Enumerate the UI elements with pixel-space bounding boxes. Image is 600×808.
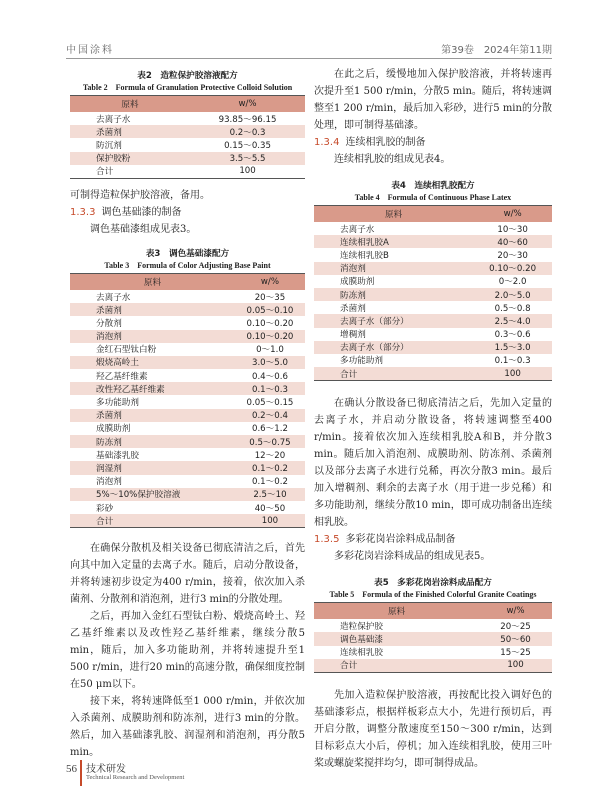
left-paragraph-1: 可制得造粒保护胶溶液，备用。 [70,189,210,201]
mass-fraction-cell: 0.1～0.2 [251,477,288,488]
mass-fraction-cell: 40～50 [254,503,286,514]
material-cell: 合计 [314,659,479,673]
table-row [314,262,552,275]
mass-fraction-cell: 0.3～0.6 [494,330,531,341]
mass-fraction-cell: 0.5～0.8 [494,303,531,314]
table3-title-zh: 表3 调色基础漆配方 [145,248,230,259]
table5-header-wt: w/% [479,603,552,620]
mass-fraction-cell: 0.1～0.2 [235,461,305,474]
table-row [314,222,552,235]
material-cell: 多功能助剂 [340,356,383,367]
mass-fraction-cell: 10～30 [497,224,528,235]
mass-fraction-cell: 50～60 [479,632,552,645]
section-1-3-3-number: 1.3.3 [70,206,96,218]
section-1-3-3-line: 调色基础漆组成见表3。 [90,223,197,235]
table2-header-material: 原料 [70,96,190,113]
table-row [70,356,305,369]
footer-section-subtitle: Technical Research and Development [86,774,185,781]
material-cell: 消泡剂 [314,262,473,275]
material-cell: 多功能助剂 [96,398,139,409]
material-cell: 杀菌剂 [340,303,366,314]
table-row [70,395,305,408]
page-number: 56 [66,763,77,775]
material-cell: 消泡剂 [70,330,235,343]
section-1-3-4-line: 连续相乳胶的组成见表4。 [334,154,451,165]
mass-fraction-cell: 0.10～0.20 [246,318,294,329]
table2-title-zh: 表2 造粒保护胶溶液配方 [137,71,238,81]
material-cell: 基础漆乳胶 [96,450,139,461]
mass-fraction-cell: 100 [479,659,552,673]
footer-accent-bar [80,760,82,786]
material-cell: 连续相乳胶 [340,648,383,659]
left-paragraph-4: 接下来，将转速降低至1 000 r/min，并依次加入杀菌剂、成膜助剂和防冻剂，进行3 min的分散。然后，加入基础漆乳胶、润湿剂和消泡剂，再分散5 min。 [70,696,305,759]
table-row [70,138,305,151]
material-cell: 增稠剂 [340,330,366,341]
mass-fraction-cell: 0.2～0.3 [190,125,305,138]
table4-title-zh: 表4 连续相乳胶配方 [391,181,475,191]
table-row [314,301,552,314]
mass-fraction-cell: 0.6～1.2 [251,424,288,435]
material-cell: 金红石型钛白粉 [96,345,157,356]
mass-fraction-cell: 0.15～0.35 [224,140,271,151]
table-row [314,235,552,248]
mass-fraction-cell: 0.5～0.75 [235,435,305,448]
material-cell: 杀菌剂 [70,303,235,316]
table-row [70,303,305,316]
section-1-3-5-heading [314,531,552,548]
material-cell: 分散剂 [96,318,122,329]
material-cell: 煅烧高岭土 [70,356,235,369]
table2-title-en: Table 2 Formula of Granulation Protective Colloid Solution [82,83,293,92]
table-row [314,367,552,381]
table-row [70,290,305,303]
material-cell: 羟乙基纤维素 [96,371,148,382]
table2 [70,95,305,179]
mass-fraction-cell: 0.1～0.3 [494,356,531,367]
material-cell: 去离子水（部分） [314,341,473,354]
material-cell: 改性羟乙基纤维素 [70,382,235,395]
table-row [70,112,305,125]
mass-fraction-cell: 100 [235,514,305,528]
mass-fraction-cell: 2.5～4.0 [473,314,552,327]
right-column [314,66,552,772]
table5-title-en: Table 5 Formula of the Finished Colorful Granite Coatings [329,590,537,600]
table-row [314,619,552,632]
material-cell: 防沉剂 [96,140,122,151]
material-cell: 合计 [70,165,190,179]
mass-fraction-cell: 2.5～10 [235,488,305,501]
mass-fraction-cell: 12～20 [254,450,286,461]
material-cell: 润湿剂 [70,461,235,474]
mass-fraction-cell: 0.05～0.15 [246,398,294,409]
table-row [314,341,552,354]
material-cell: 彩砂 [96,503,114,514]
mass-fraction-cell: 0.05～0.10 [235,303,305,316]
table5 [314,602,552,673]
mass-fraction-cell: 2.0～5.0 [473,288,552,301]
table3-header-wt: w/% [235,273,305,290]
section-1-3-3-heading [70,204,305,221]
mass-fraction-cell: 15～25 [500,648,531,659]
table-row [314,659,552,673]
table-row [70,435,305,448]
table-row [314,288,552,301]
material-cell: 成膜助剂 [340,277,375,288]
table-row [314,646,552,659]
journal-name: 中国涂料 [66,45,114,56]
section-1-3-3-title: 调色基础漆的制备 [101,206,182,218]
section-1-3-5-line: 多彩花岗岩涂料成品的组成见表5。 [334,551,491,563]
table-row [70,514,305,528]
mass-fraction-cell: 0.2～0.4 [235,409,305,422]
table5-title-zh: 表5 多彩花岗岩涂料成品配方 [374,578,492,589]
material-cell: 防冻剂 [314,288,473,301]
table3 [70,273,305,528]
material-cell: 造粒保护胶 [340,621,383,632]
mass-fraction-cell: 0.4～0.6 [251,371,288,382]
material-cell: 去离子水（部分） [314,314,473,327]
header-rule [66,58,552,59]
mass-fraction-cell: 1.5～3.0 [473,341,552,354]
mass-fraction-cell: 0～2.0 [498,277,527,288]
right-paragraph-3: 先加入造粒保护胶溶液，再按配比投入调好色的基础漆彩点，根据样板彩点大小，先进行预切后，再开启分散，调整分散速度至150～300 r/min，达到目标彩点大小后，停机；加入连续相乳胶，使用三叶桨或螺旋桨搅拌均匀，即可制得成品。 [314,690,552,769]
material-cell: 合计 [314,367,473,381]
table-row [70,316,305,329]
mass-fraction-cell: 100 [190,165,305,179]
issue-info: 第39卷 2024年第11期 [441,45,552,56]
table-row [70,448,305,461]
section-1-3-4-title: 连续相乳胶的制备 [345,137,426,148]
table4-header-wt: w/% [473,206,552,223]
mass-fraction-cell: 100 [473,367,552,381]
table-row [70,343,305,356]
table-row [70,475,305,488]
table3-header-material: 原料 [70,273,235,290]
material-cell: 保护胶粉 [70,152,190,165]
table-row [70,422,305,435]
material-cell: 去离子水 [340,224,375,235]
material-cell: 调色基础漆 [314,632,479,645]
table-row [70,369,305,382]
table-row [70,330,305,343]
mass-fraction-cell: 3.5～5.5 [190,152,305,165]
mass-fraction-cell: 20～35 [254,292,286,303]
mass-fraction-cell: 0.10～0.20 [235,330,305,343]
mass-fraction-cell: 20～25 [500,621,531,632]
footer-section-title: 技术研发 [86,764,126,775]
material-cell: 防冻剂 [70,435,235,448]
table3-title-en: Table 3 Formula of Color Adjusting Base Paint [104,260,271,270]
mass-fraction-cell: 0.1～0.3 [235,382,305,395]
table-row [70,461,305,474]
mass-fraction-cell: 93.85～96.15 [218,114,277,125]
material-cell: 消泡剂 [96,477,122,488]
section-1-3-5-title: 多彩花岗岩涂料成品制备 [345,534,456,546]
right-paragraph-2: 在确认分散设备已彻底清洁之后，先加入定量的去离子水，并启动分散设备，将转速调整至400 r/min。接着依次加入连续相乳胶A和B，并分散3 min。随后加入消泡剂、成膜助剂、防冻剂、杀菌剂以及部分去离子水进行兑稀，再次分散3 min。最后加入增稠剂、剩余的去离子水（用于进一步兑稀）和多功能助剂，继续分散10 min，即可成功制备出连续相乳胶。 [314,398,552,529]
material-cell: 杀菌剂 [70,409,235,422]
material-cell: 连续相乳胶B [340,250,389,261]
table-row [314,632,552,645]
table-row [314,328,552,341]
table4-title-en: Table 4 Formula of Continuous Phase Latex [354,193,512,202]
mass-fraction-cell: 0.10～0.20 [473,262,552,275]
table-row [70,488,305,501]
left-column [70,66,305,761]
table-row [70,501,305,514]
material-cell: 5%～10%保护胶溶液 [70,488,235,501]
left-paragraph-2: 在确保分散机及相关设备已彻底清洁之后，首先向其中加入定量的去离子水。随后，启动分散设备，并将转速初步设定为400 r/min，接着，依次加入杀菌剂、分散剂和消泡剂，进行3 min的分散处理。 [70,543,305,606]
material-cell: 杀菌剂 [70,125,190,138]
material-cell: 连续相乳胶A [314,235,473,248]
table-row [70,125,305,138]
mass-fraction-cell: 3.0～5.0 [235,356,305,369]
table-row [70,152,305,165]
material-cell: 去离子水 [96,292,131,303]
table2-header-wt: w/% [190,96,305,113]
mass-fraction-cell: 20～30 [497,250,528,261]
table-row [314,248,552,261]
section-1-3-4-heading [314,134,552,151]
table4 [314,205,552,381]
table5-header-material: 原料 [314,603,479,620]
material-cell: 去离子水 [96,114,131,125]
right-paragraph-1: 在此之后，缓慢地加入保护胶溶液，并将转速再次提升至1 500 r/min，分散5 min。随后，将转速调整至1 200 r/min，最后加入彩砂，进行5 min的分散处理，即可制得基础漆。 [314,69,552,131]
section-1-3-4-number: 1.3.4 [314,137,340,148]
table-row [314,314,552,327]
table-row [70,409,305,422]
section-1-3-5-number: 1.3.5 [314,534,340,546]
material-cell: 成膜助剂 [96,424,131,435]
table4-header-material: 原料 [314,206,473,223]
mass-fraction-cell: 40～60 [473,235,552,248]
material-cell: 合计 [70,514,235,528]
table-row [70,165,305,179]
left-paragraph-3: 之后，再加入金红石型钛白粉、煅烧高岭土、羟乙基纤维素以及改性羟乙基纤维素，继续分散5 min，随后，加入多功能助剂，并将转速提升至1 500 r/min，进行20 min的高速分散，确保细度控制在50 μm以下。 [70,611,305,691]
table-row [314,354,552,367]
mass-fraction-cell: 0～1.0 [256,345,284,356]
table-row [314,275,552,288]
table-row [70,382,305,395]
